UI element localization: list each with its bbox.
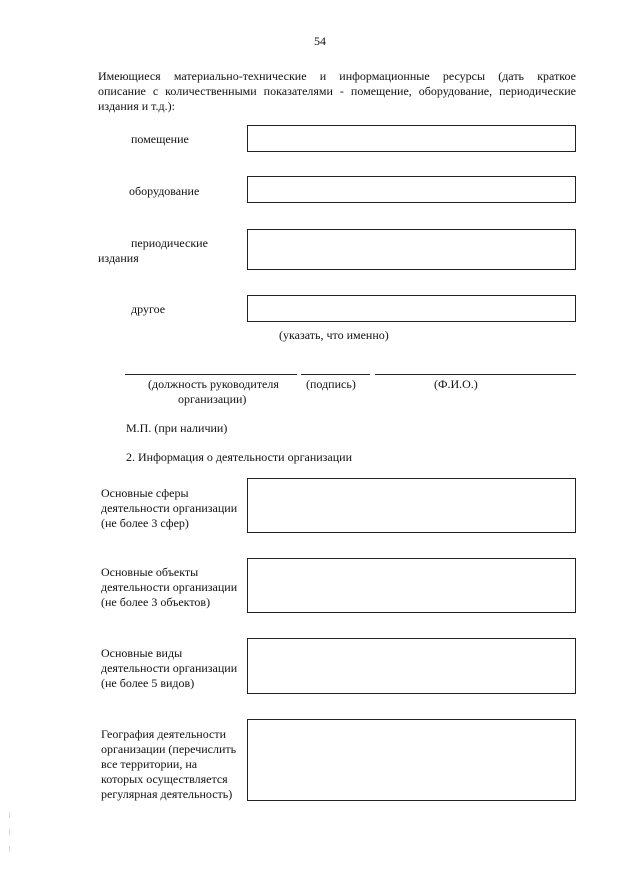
signature-label: (подпись): [306, 377, 356, 391]
periodicals-field[interactable]: [247, 229, 576, 270]
geography-label-line-3: все территории, на: [101, 757, 198, 771]
geography-label-line-1: География деятельности: [101, 727, 227, 741]
intro-line-3: издания и т.д.):: [98, 99, 175, 113]
periodicals-label-line-2: издания: [98, 251, 139, 265]
geography-label-line-2: организации (перечислить: [101, 742, 237, 756]
signature-line: [301, 374, 370, 375]
activities-field[interactable]: [247, 638, 576, 694]
premises-label: помещение: [131, 132, 189, 146]
stamp-label: М.П. (при наличии): [126, 421, 228, 435]
activities-label-line-2: деятельности организации: [101, 661, 238, 675]
geography-field[interactable]: [247, 719, 576, 801]
spheres-label-line-2: деятельности организации: [101, 501, 238, 515]
position-signature-line: [125, 374, 297, 375]
activities-label-line-1: Основные виды: [101, 646, 183, 660]
activities-label-line-3: (не более 5 видов): [101, 676, 195, 690]
premises-field[interactable]: [247, 125, 576, 152]
intro-line-2: описание с количественными показателями - помещение, оборудование, периодические: [98, 84, 576, 98]
equipment-field[interactable]: [247, 176, 576, 203]
page-number: 54: [314, 34, 326, 48]
geography-label-line-5: регулярная деятельность): [101, 787, 233, 801]
other-label: другое: [131, 302, 166, 316]
scan-mark: [9, 846, 10, 852]
intro-line-1: Имеющиеся материально-технические и информационные ресурсы (дать краткое: [98, 69, 576, 83]
scan-mark: [9, 812, 10, 818]
objects-label-line-3: (не более 3 объектов): [101, 595, 211, 609]
other-hint: (указать, что именно): [279, 328, 389, 342]
objects-field[interactable]: [247, 558, 576, 613]
position-label-line-1: (должность руководителя: [148, 377, 279, 391]
objects-label-line-1: Основные объекты: [101, 565, 199, 579]
position-label-line-2: организации): [178, 392, 247, 406]
scan-mark: [9, 829, 10, 835]
equipment-label: оборудование: [129, 184, 200, 198]
fio-label: (Ф.И.О.): [434, 377, 478, 391]
section-2-heading: 2. Информация о деятельности организации: [126, 450, 353, 464]
objects-label-line-2: деятельности организации: [101, 580, 238, 594]
spheres-label-line-1: Основные сферы: [101, 486, 189, 500]
fio-signature-line: [375, 374, 576, 375]
spheres-label-line-3: (не более 3 сфер): [101, 516, 189, 530]
spheres-field[interactable]: [247, 478, 576, 533]
other-field[interactable]: [247, 295, 576, 322]
geography-label-line-4: которых осуществляется: [101, 772, 228, 786]
periodicals-label-line-1: периодические: [131, 236, 208, 250]
